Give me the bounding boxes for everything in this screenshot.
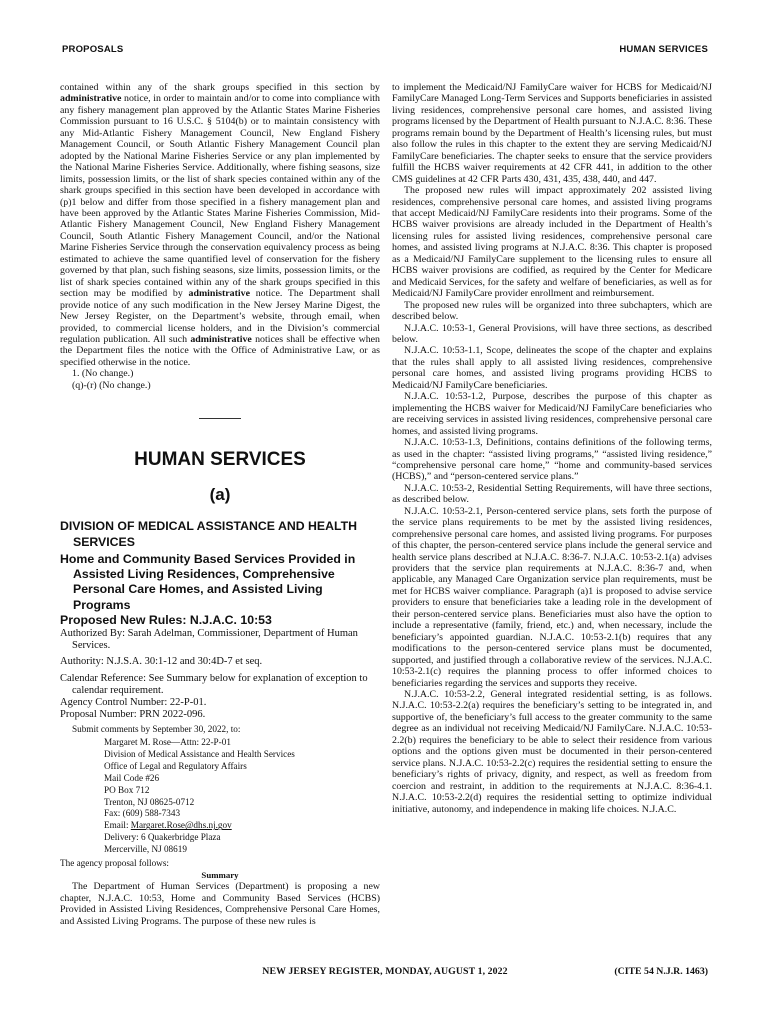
running-header-left: PROPOSALS — [62, 44, 124, 55]
section-divider — [199, 418, 241, 419]
rule-title-heading: Home and Community Based Services Provided in Assisted Living Residences, Comprehensive Personal Care Homes, and Assisted Living Programs — [60, 551, 356, 612]
address-line: Mercerville, NJ 08619 — [104, 844, 187, 855]
address-line: PO Box 712 — [104, 784, 150, 795]
no-change-item: (q)-(r) (No change.) — [72, 379, 151, 391]
agency-control-number: Agency Control Number: 22-P-01. — [60, 697, 207, 709]
text-span: contained within any of the shark groups specified in this section by — [60, 82, 380, 93]
text-span: notices shall be effective when the Department files the notice with the Office of Administrative Law, or as specified otherwise in the notice. — [60, 333, 380, 368]
address-line: Division of Medical Assistance and Health Services — [104, 748, 295, 759]
register-footer: NEW JERSEY REGISTER, MONDAY, AUGUST 1, 2022 — [262, 966, 508, 977]
text-span: notice. The Department shall provide notice of any such modification in the New Jersey Marine Digest, the New Jersey Register, on the Department’s website, through email, when provided, to commercial license holders, and in the Division’s commercial regulation publication. All such — [60, 288, 380, 345]
address-line: Fax: (609) 588-7343 — [104, 808, 181, 819]
address-line: Margaret M. Rose—Attn: 22-P-01 — [104, 737, 231, 748]
agency-title: HUMAN SERVICES — [134, 449, 306, 471]
division-heading: DIVISION OF MEDICAL ASSISTANCE AND HEALTH SERVICES — [60, 519, 357, 549]
body-paragraph: N.J.A.C. 10:53-2.1, Person-centered service plans, sets forth the purpose of the service plans requirements to be met by the assisted living residences, comprehensive personal care homes, and assisted living programs. For purposes of this chapter, the person-centered service plans include the general service and health service plans described at N.J.A.C. 8:36-7. N.J.A.C. 10:53-2.1(a) advises providers that the service plan requirements at N.J.A.C. 8:36-7 and, when applicable, any Managed Care Organization service plan requirements, must be met for HCBS waiver compliance. Paragraph (a)1 is proposed to advise service providers to ensure that beneficiaries take a leading role in the development of their person-centered service plans. Beneficiaries must also have the option to include a representative (family, friend, etc.) and, when necessary, include the beneficiary’s appointed guardian. N.J.A.C. 10:53-2.1(b) requires that any modifications to the person-centered service plans must be documented, supported, and justified through a collaborative review of the services. N.J.A.C. 10:53-2.1(c) requires the planning process to offer informed choices to beneficiaries regarding the services and supports they receive. — [392, 505, 712, 689]
summary-heading: Summary — [201, 869, 239, 880]
email-link[interactable]: Margaret.Rose@dhs.nj.gov — [130, 820, 232, 831]
proposal-number: Proposal Number: PRN 2022-096. — [60, 709, 206, 721]
mailing-address — [60, 737, 380, 856]
body-paragraph: N.J.A.C. 10:53-1, General Provisions, will have three sections, as described below. — [392, 322, 712, 345]
address-line: Mail Code #26 — [104, 772, 160, 783]
bold-term: administrative — [60, 93, 122, 105]
body-paragraph: N.J.A.C. 10:53-1.3, Definitions, contains definitions of the following terms, as used in the chapter: “assisted living programs,” “assisted living residence,” “comprehensive personal care home,” “home and community-based services (HCBS),” and “person-centered service plans.” — [392, 437, 712, 483]
body-paragraph: N.J.A.C. 10:53-1.1, Scope, delineates the scope of the chapter and explains that the rules shall apply to all assisted living residences, comprehensive personal care homes, and assisted living programs providing HCBS to Medicaid/NJ FamilyCare beneficiaries. — [392, 345, 712, 391]
bold-term: administrative — [190, 333, 252, 345]
proposed-rules-heading: Proposed New Rules: N.J.A.C. 10:53 — [60, 613, 272, 628]
body-paragraph: to implement the Medicaid/NJ FamilyCare waiver for HCBS for Medicaid/NJ FamilyCare Managed Long-Term Services and Supports beneficiaries in assisted living residences, comprehensive personal care homes, and assisted living programs licensed by the Department of Health pursuant to N.J.A.C. 8:36. These programs remain bound by the Department of Health’s licensing rules, but must also follow the rules in this chapter to the extent they are serving Medicaid/NJ FamilyCare beneficiaries. The chapter seeks to ensure that the service providers fulfill the HCBS waiver requirements at 42 CFR 441, in addition to the other CMS guidelines at 42 CFR Parts 430, 431, 435, 438, 440, and 447. — [392, 82, 712, 185]
address-line: Delivery: 6 Quakerbridge Plaza — [104, 832, 221, 843]
left-column — [60, 82, 380, 927]
address-line: Trenton, NJ 08625-0712 — [104, 796, 195, 807]
running-header-right: HUMAN SERVICES — [619, 44, 708, 55]
body-paragraph: N.J.A.C. 10:53-1.2, Purpose, describes the purpose of this chapter as implementing the HCBS waiver for Medicaid/NJ FamilyCare beneficiaries who are receiving services in assisted living residences, comprehensive personal care homes, and assisted living programs. — [392, 391, 712, 437]
citation-footer: (CITE 54 N.J.R. 1463) — [614, 966, 708, 977]
body-paragraph: N.J.A.C. 10:53-2.2, General integrated residential setting, is as follows. N.J.A.C. 10:53-2.2(a) requires the beneficiary’s setting to be integrated in, and supportive of, the beneficiary’s full access to the greater community to the same degree as an individual not receiving Medicaid/NJ FamilyCare. N.J.A.C. 10:53-2.2(b) requires the beneficiary to be able to select their residence from various options and the options given must be documented in their person-centered service plans. N.J.A.C. 10:53-2.2(c) requires the residential setting to ensure the beneficiary’s rights of privacy, dignity, and respect, as well as freedom from coercion and restraint, in addition to the requirements at N.J.A.C. 8:36-4.1. N.J.A.C. 10:53-2.2(d) requires the residential setting to optimize individual initiative, autonomy, and independence in making life choices. N.J.A.C. — [392, 689, 712, 815]
shark-rule-paragraph — [60, 82, 380, 368]
bold-term: administrative — [188, 288, 250, 300]
email-line — [104, 820, 380, 832]
calendar-reference: Calendar Reference: See Summary below for explanation of exception to calendar requirement. — [60, 672, 368, 696]
submit-comments: Submit comments by September 30, 2022, to: — [72, 724, 241, 735]
notice-letter: (a) — [209, 485, 231, 505]
address-line: Office of Legal and Regulatory Affairs — [104, 760, 247, 771]
authority: Authority: N.J.S.A. 30:1-12 and 30:4D-7 et seq. — [60, 656, 263, 668]
text-span: notice, in order to maintain and/or to come into compliance with any fishery management plan approved by the Atlantic States Marine Fisheries Commission pursuant to 16 U.S.C. § 5104(b) or to maintain consistency with any Mid-Atlantic Fishery Management Council, New England Fishery Management Council, or South Atlantic Fishery Management Council plan adopted by the National Marine Fisheries Service or any plan implemented by the National Marine Fisheries Service. Additionally, where fishing seasons, size limits, possession limits, or the list of shark species contained within any of the shark groups specified in this section have been developed in accordance with (p)1 below and differ from those specified in a fishery management plan and have been approved by the Atlantic States Marine Fisheries Commission, Mid-Atlantic Fishery Management Council, New England Fishery Management Council, South Atlantic Fishery Management Council, and/or the National Marine Fisheries Service through the conservation equivalency process as being estimated to achieve the same quantified level of conservation for the fishery governed by that plan, such fishing seasons, size limits, possession limits, or the list of shark species contained within any of the shark groups specified in this section may be modified by — [60, 93, 380, 300]
summary-paragraph: The Department of Human Services (Department) is proposing a new chapter, N.J.A.C. 10:53, Home and Community Based Services (HCBS) Provided in Assisted Living Residences, Comprehensive Personal Care Homes, and Assisted Living Programs. The purpose of these new rules is — [60, 881, 380, 927]
no-change-item: 1. (No change.) — [72, 368, 134, 380]
body-paragraph: N.J.A.C. 10:53-2, Residential Setting Requirements, will have three sections, as described below. — [392, 482, 712, 506]
proposal-follows: The agency proposal follows: — [60, 858, 169, 869]
body-paragraph: The proposed new rules will impact approximately 202 assisted living residences, comprehensive personal care homes, and assisted living programs that accept Medicaid/NJ FamilyCare residents into their programs. Some of the HCBS waiver provisions are already included in the Department of Health’s licensing rules for assisted living residences, comprehensive personal care homes, and assisted living programs at N.J.A.C. 8:36. This chapter is proposed as a Medicaid/NJ FamilyCare supplement to the licensing rules to ensure all HCBS waiver provisions are codified, as required by the Center for Medicare and Medicaid Services, for the safety and welfare of beneficiaries, as well as for Medicaid/NJ FamilyCare provider enrollment and reimbursement. — [392, 185, 712, 300]
right-column — [392, 82, 712, 815]
authorized-by: Authorized By: Sarah Adelman, Commissioner, Department of Human Services. — [60, 628, 358, 652]
email-label: Email: — [104, 820, 131, 831]
body-paragraph: The proposed new rules will be organized into three subchapters, which are described below. — [392, 299, 712, 323]
